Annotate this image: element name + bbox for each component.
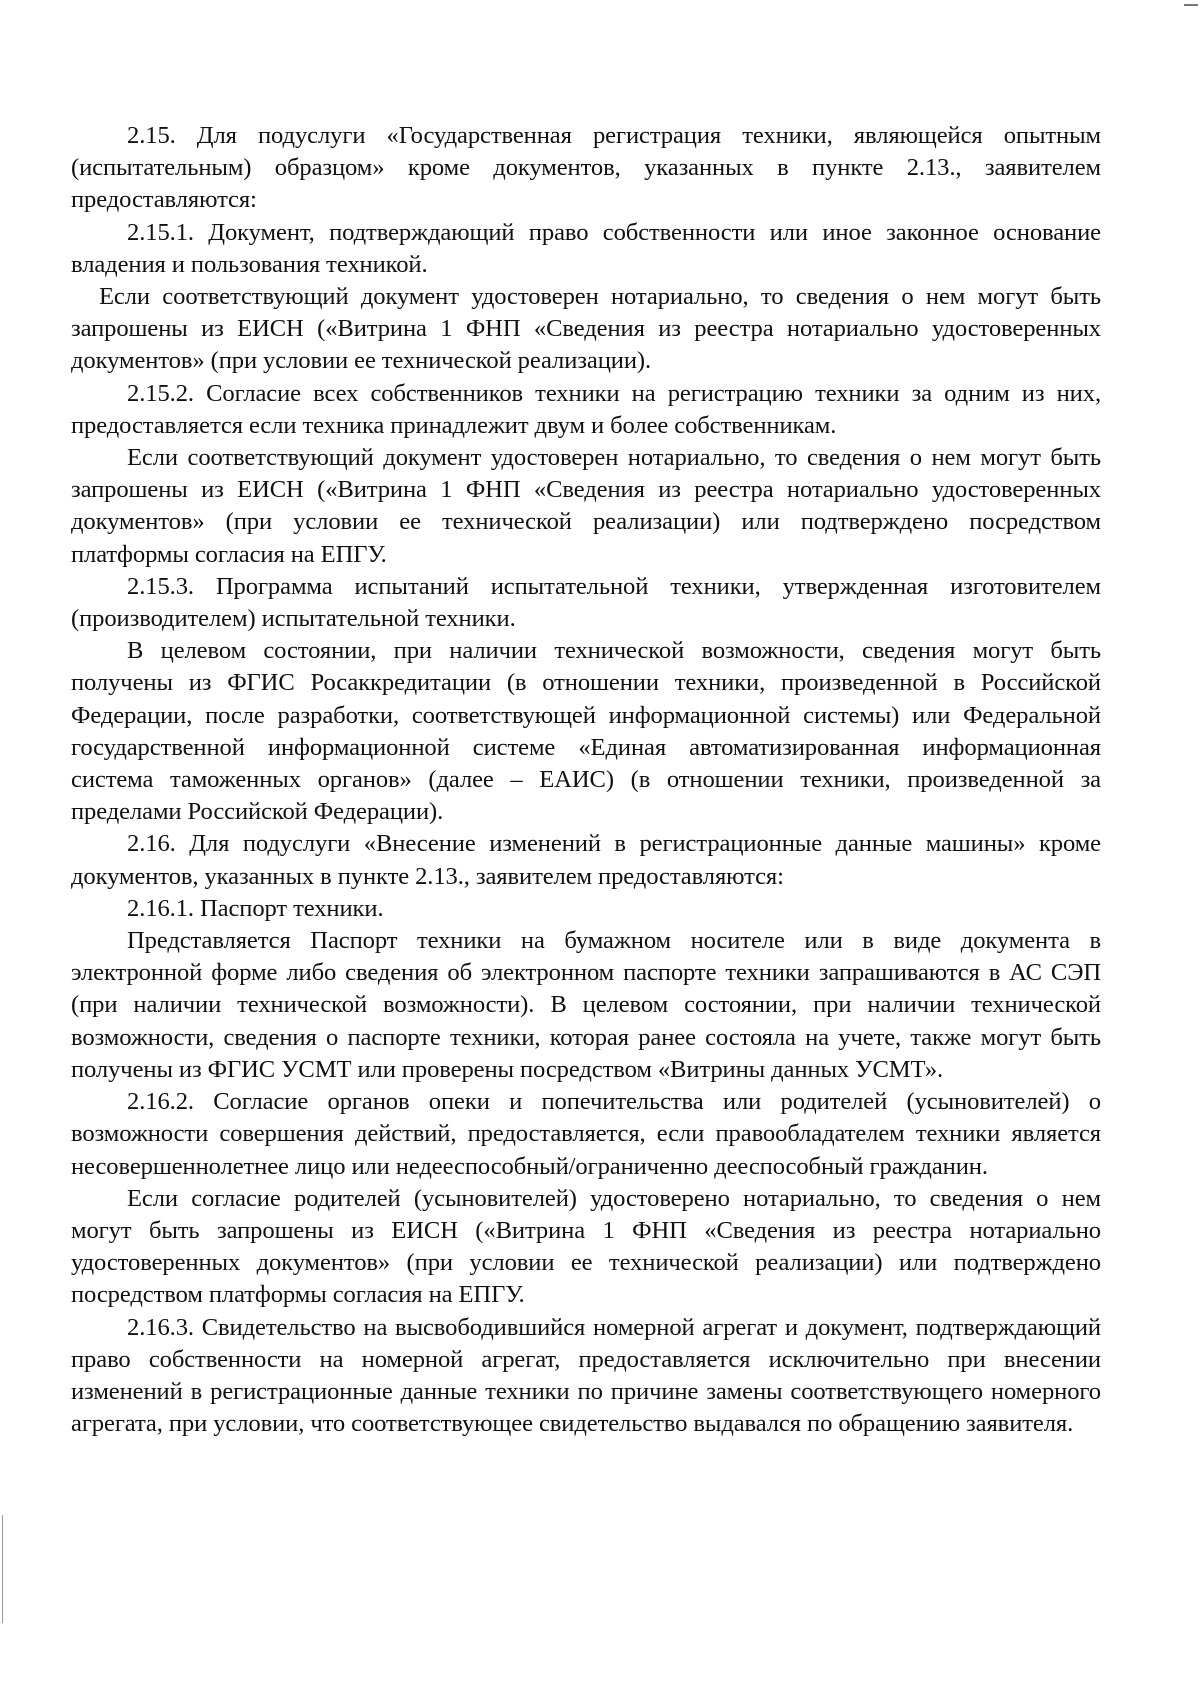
paragraph-2-16: 2.16. Для подуслуги «Внесение изменений в регистрационные данные машины» кроме документов, указанных в пункте 2.13., заявителем предоставляются:	[71, 830, 1101, 890]
document-page	[71, 120, 1101, 1440]
paragraph-2-15-1-note: Если соответствующий документ удостоверен нотариально, то сведения о нем могут быть запрошены из ЕИСН («Витрина 1 ФНП «Сведения из реестра нотариально удостоверенных документов» (при условии ее технической реализации).	[71, 283, 1101, 375]
paragraph-2-16-2-note: Если согласие родителей (усыновителей) удостоверено нотариально, то сведения о нем могут быть запрошены из ЕИСН («Витрина 1 ФНП «Сведения из реестра нотариально удостоверенных документов» (при условии ее технической реализации) или подтверждено посредством платформы согласия на ЕПГУ.	[71, 1184, 1101, 1309]
paragraph-2-16-3: 2.16.3. Свидетельство на высвободившийся номерной агрегат и документ, подтверждающий право собственности на номерной агрегат, предоставляется исключительно при внесении изменений в регистрационные данные техники по причине замены соответствующего номерного агрегата, при условии, что соответствующее свидетельство выдавался по обращению заявителя.	[71, 1313, 1101, 1438]
scan-corner-mark	[1184, 4, 1198, 6]
paragraph-2-15-2-note: Если соответствующий документ удостоверен нотариально, то сведения о нем могут быть запрошены из ЕИСН («Витрина 1 ФНП «Сведения из реестра нотариально удостоверенных документов» (при условии ее технической реализации) или подтверждено посредством платформы согласия на ЕПГУ.	[71, 444, 1101, 568]
paragraph-2-16-1: 2.16.1. Паспорт техники.	[127, 894, 384, 922]
paragraph-2-15-3: 2.15.3. Программа испытаний испытательной техники, утвержденная изготовителем (производителем) испытательной техники.	[71, 572, 1101, 633]
paragraph-2-15-1: 2.15.1. Документ, подтверждающий право собственности или иное законное основание владения и пользования техникой.	[71, 218, 1101, 278]
scan-edge-line	[2, 1515, 3, 1623]
paragraph-2-15: 2.15. Для подуслуги «Государственная регистрация техники, являющейся опытным (испытательным) образцом» кроме документов, указанных в пункте 2.13., заявителем предоставляются:	[71, 122, 1101, 214]
paragraph-2-16-1-note: Представляется Паспорт техники на бумажном носителе или в виде документа в электронной форме либо сведения об электронном паспорте техники запрашиваются в АС СЭП (при наличии технической возможности). В целевом состоянии, при наличии технической возможности, сведения о паспорте техники, которая ранее состояла на учете, также могут быть получены из ФГИС УСМТ или проверены посредством «Витрины данных УСМТ».	[71, 927, 1101, 1083]
paragraph-2-15-3-note: В целевом состоянии, при наличии технической возможности, сведения могут быть получены из ФГИС Росаккредитации (в отношении техники, произведенной в Российской Федерации, после разработки, соответствующей информационной системы) или Федеральной государственной информационной системе «Единая автоматизированная информационная система таможенных органов» (далее – ЕАИС) (в отношении техники, произведенной за пределами Российской Федерации).	[71, 637, 1101, 826]
paragraph-2-15-2: 2.15.2. Согласие всех собственников техники на регистрацию техники за одним из них, предоставляется если техника принадлежит двум и более собственникам.	[71, 379, 1101, 439]
paragraph-2-16-2: 2.16.2. Согласие органов опеки и попечительства или родителей (усыновителей) о возможности совершения действий, предоставляется, если правообладателем техники является несовершеннолетнее лицо или недееспособный/ограниченно дееспособный гражданин.	[71, 1088, 1101, 1180]
